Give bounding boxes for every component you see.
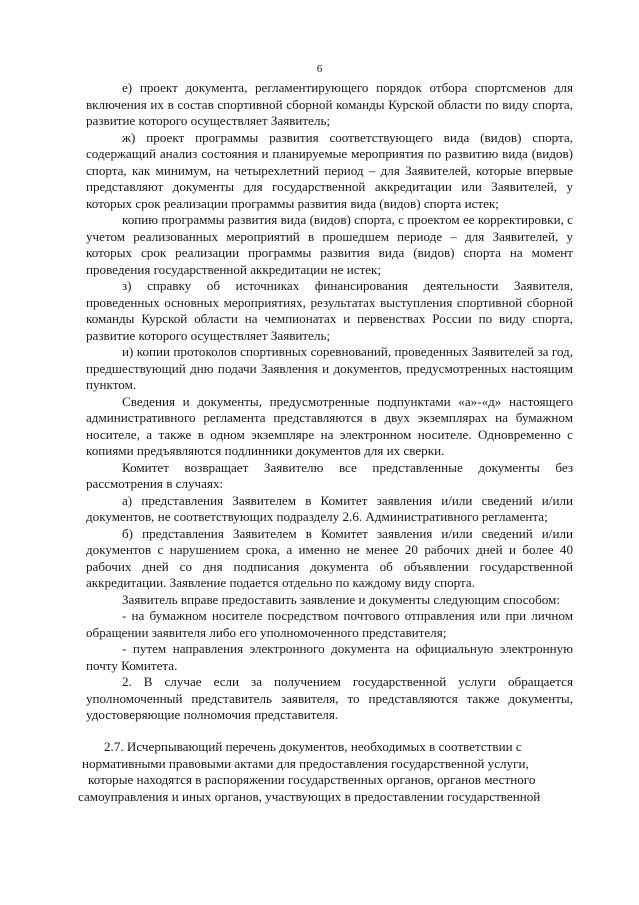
section-2-7 <box>78 739 575 805</box>
paragraph-representative: 2. В случае если за получением государственной услуги обращается уполномоченный представитель заявителя, то представляются также документы, удостоверяющие полномочия представителя. <box>86 674 573 722</box>
paragraph-documents-copies: Сведения и документы, предусмотренные подпунктами «а»-«д» настоящего административного регламента представляются в двух экземплярах на бумажном носителе, а также в одном экземпляре на электронном носителе. Одновременно с копиями предъявляются подлинники документов для их сверки. <box>86 393 573 458</box>
paragraph-method-electronic: - путем направления электронного документа на официальную электронную почту Комитета. <box>86 641 573 673</box>
paragraph-case-a: а) представления Заявителем в Комитет заявления и/или сведений и/или документов, не соответствующих подразделу 2.6. Административного регламента; <box>86 492 573 524</box>
paragraph-program-copy: копию программы развития вида (видов) спорта, с проектом ее корректировки, с учетом реализованных мероприятий в прошедшем периоде – для Заявителей, у которых срок реализации программы развития вида (видов) спорта на момент проведения государственной аккредитации не истек; <box>86 212 573 277</box>
paragraph-z-financing-reference: з) справку об источниках финансирования деятельности Заявителя, проведенных основных мероприятиях, результатах выступления спортивной сборной команды Курской области на чемпионатах и первенствах России по виду спорта, развитие которого осуществляет Заявитель; <box>86 278 573 343</box>
page-number: 6 <box>316 63 323 75</box>
paragraph-zh-development-program: ж) проект программы развития соответствующего вида (видов) спорта, содержащий анализ состояния и планируемые мероприятия по развитию вида (видов) спорта, как минимум, на четырехлетний период – для Заявителей, которые впервые представляют документы для государственной аккредитации или Заявителей, у которых срок реализации программы развития вида (видов) спорта истек; <box>86 129 573 211</box>
paragraph-method-paper: - на бумажном носителе посредством почтового отправления или при личном обращении заявителя либо его уполномоченного представителя; <box>86 608 573 640</box>
paragraph-submission-methods: Заявитель вправе предоставить заявление и документы следующим способом: <box>122 591 560 607</box>
document-body <box>86 80 573 724</box>
paragraph-case-b: б) представления Заявителем в Комитет заявления и/или сведений и/или документов с нарушением срока, а именно не менее 20 рабочих дней и более 40 рабочих дней со дня подписания документа об объявлении государственной аккредитации. Заявление подается отдельно по каждому виду спорта. <box>86 525 573 590</box>
section-2-7-line-4: самоуправления и иных органов, участвующих в предоставлении государственной <box>78 788 541 804</box>
paragraph-return-cases: Комитет возвращает Заявителю все представленные документы без рассмотрения в случаях: <box>86 459 573 491</box>
section-2-7-line-3: которые находятся в распоряжении государственных органов, органов местного <box>88 772 536 787</box>
paragraph-e-selection-procedure: е) проект документа, регламентирующего порядок отбора спортсменов для включения их в состав спортивной сборной команды Курской области по виду спорта, развитие которого осуществляет Заявитель; <box>86 80 573 128</box>
section-2-7-line-1: 2.7. Исчерпывающий перечень документов, необходимых в соответствии с <box>104 739 522 754</box>
section-2-7-line-2: нормативными правовыми актами для предоставления государственной услуги, <box>82 755 529 771</box>
paragraph-i-competition-protocols: и) копии протоколов спортивных соревнований, проведенных Заявителей за год, предшествующий дню подачи Заявления и документов, предусмотренных настоящим пунктом. <box>86 344 573 392</box>
